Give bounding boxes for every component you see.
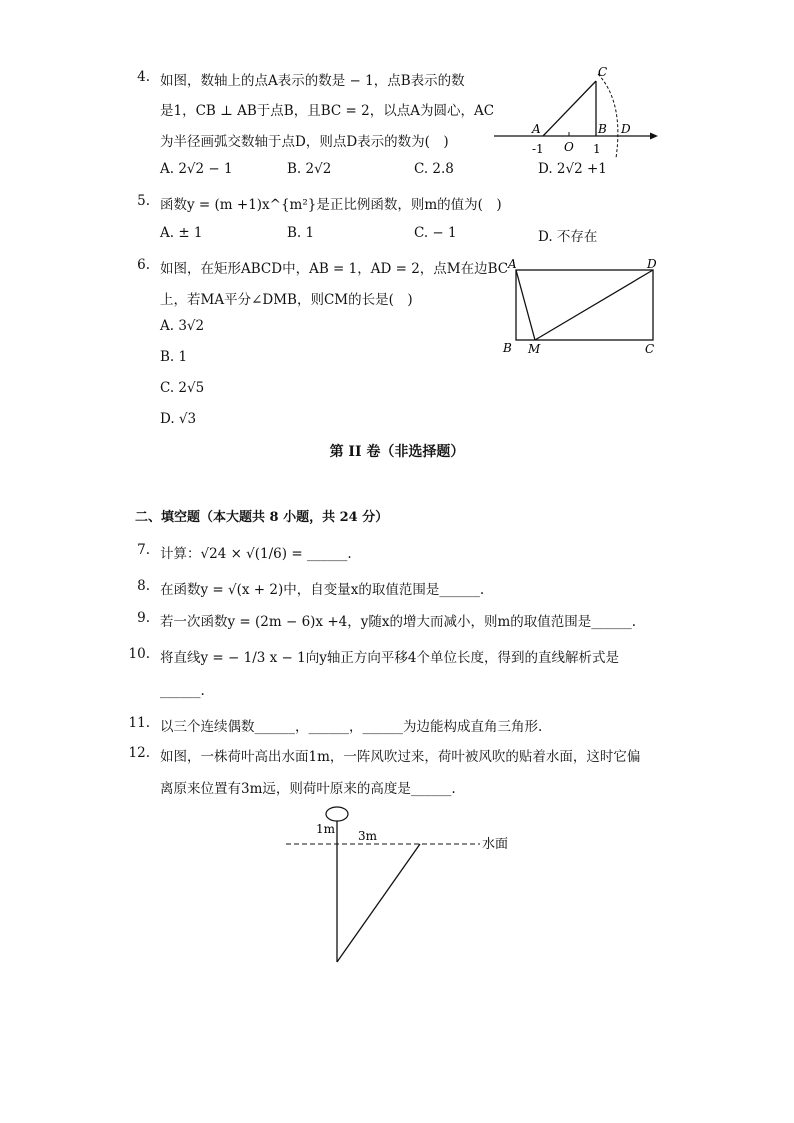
q12-stem-bent bbox=[337, 844, 420, 962]
q6-option-d: D. √3 bbox=[160, 411, 197, 427]
q5-number: 5. bbox=[137, 193, 150, 209]
q4-line-2: 是1，CB ⊥ AB于点B，且BC = 2，以点A为圆心，AC bbox=[160, 103, 495, 119]
q6-label-a: A bbox=[508, 257, 517, 271]
fill-in-section-title: 二、填空题（本大题共 8 小题，共 24 分） bbox=[135, 510, 389, 525]
q4-line-3: 为半径画弧交数轴于点D，则点D表示的数为( ) bbox=[160, 134, 449, 150]
q4-option-d: D. 2√2 +1 bbox=[538, 161, 607, 177]
q6-option-c: C. 2√5 bbox=[160, 380, 205, 396]
q6-rectangle-figure bbox=[500, 253, 670, 358]
q5-option-c: C. − 1 bbox=[414, 225, 457, 241]
q8-number: 8. bbox=[137, 578, 150, 594]
q6-label-c: C bbox=[645, 342, 655, 356]
q12-label-3m: 3m bbox=[358, 829, 378, 843]
q10-line-1: 将直线y = − 1/3 x − 1向y轴正方向平移4个单位长度，得到的直线解析式是 bbox=[160, 650, 619, 666]
q5-option-d: D. 不存在 bbox=[538, 229, 598, 245]
q6-option-b: B. 1 bbox=[160, 349, 188, 365]
q5-option-a: A. ± 1 bbox=[160, 225, 203, 241]
q4-tick-label-1: 1 bbox=[593, 142, 601, 156]
q6-label-m: M bbox=[528, 342, 541, 356]
q6-line-2: 上，若MA平分∠DMB，则CM的长是( ) bbox=[160, 292, 413, 308]
q6-segment-am bbox=[516, 270, 535, 340]
q4-tick-label-minus1: -1 bbox=[532, 142, 544, 156]
q7-number: 7. bbox=[137, 542, 150, 558]
q4-arc bbox=[598, 74, 618, 158]
q4-number-line-figure bbox=[490, 60, 665, 165]
q6-rectangle-abcd bbox=[516, 270, 653, 340]
q9-number: 9. bbox=[137, 610, 150, 626]
q10-number: 10. bbox=[128, 646, 150, 662]
q12-lotus-leaf-figure bbox=[280, 800, 530, 970]
q12-line-1: 如图，一株荷叶高出水面1m，一阵风吹过来，荷叶被风吹的贴着水面，这时它偏 bbox=[160, 749, 641, 765]
q4-label-d: D bbox=[621, 122, 631, 136]
q4-label-c: C bbox=[598, 65, 608, 79]
q12-number: 12. bbox=[128, 745, 150, 761]
q4-number: 4. bbox=[137, 69, 150, 85]
q6-number: 6. bbox=[137, 257, 150, 273]
q6-segment-dm bbox=[535, 270, 653, 340]
q4-label-o: O bbox=[564, 140, 574, 154]
q11-number: 11. bbox=[128, 715, 150, 731]
q12-lotus-leaf bbox=[326, 807, 348, 821]
q4-segment-ac bbox=[543, 81, 596, 136]
q4-option-b: B. 2√2 bbox=[287, 161, 332, 177]
q6-option-a: A. 3√2 bbox=[160, 318, 205, 334]
q11-line: 以三个连续偶数______，______，______为边能构成直角三角形. bbox=[160, 719, 543, 735]
q4-axis-arrow bbox=[650, 133, 658, 140]
q8-line: 在函数y = √(x + 2)中，自变量x的取值范围是______. bbox=[160, 582, 485, 598]
q9-line: 若一次函数y = (2m − 6)x +4，y随x的增大而减小，则m的取值范围是______. bbox=[160, 614, 637, 630]
q4-option-a: A. 2√2 − 1 bbox=[160, 161, 233, 177]
q4-label-b: B bbox=[598, 122, 607, 136]
part-ii-title: 第 II 卷（非选择题） bbox=[329, 444, 465, 460]
q4-label-a: A bbox=[532, 122, 541, 136]
q5-option-b: B. 1 bbox=[287, 225, 315, 241]
q4-option-c: C. 2.8 bbox=[414, 161, 454, 177]
q4-line-1: 如图，数轴上的点A表示的数是 − 1，点B表示的数 bbox=[160, 73, 465, 89]
q7-line: 计算：√24 × √(1/6) = ______. bbox=[160, 546, 352, 562]
q12-label-1m: 1m bbox=[316, 822, 336, 836]
q12-line-2: 离原来位置有3m远，则荷叶原来的高度是______. bbox=[160, 781, 456, 797]
q6-label-d: D bbox=[647, 257, 657, 271]
q5-line: 函数y = (m +1)x^{m²}是正比例函数，则m的值为( ) bbox=[160, 197, 502, 213]
q6-label-b: B bbox=[503, 341, 512, 355]
q12-label-water: 水面 bbox=[482, 837, 509, 852]
q6-line-1: 如图，在矩形ABCD中，AB = 1，AD = 2，点M在边BC bbox=[160, 261, 509, 277]
q10-line-2: ______. bbox=[160, 683, 205, 699]
